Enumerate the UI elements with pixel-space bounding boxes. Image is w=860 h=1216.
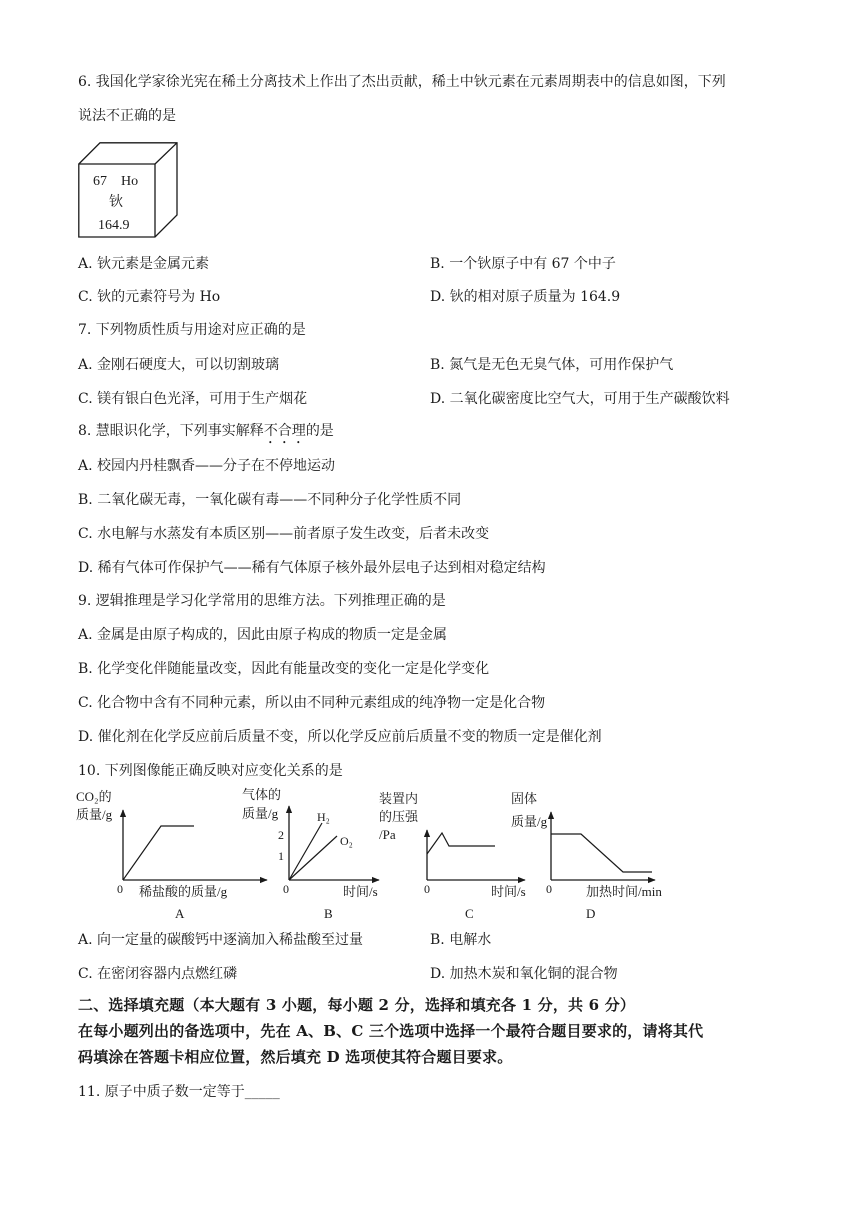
graph-b-h2-line	[289, 823, 322, 880]
graph-a-ylabel-2: 质量/g	[76, 807, 113, 822]
graph-d-xlabel: 加热时间/min	[586, 884, 662, 899]
graph-d-ylabel-2: 质量/g	[511, 814, 548, 829]
graph-a-caption: A	[175, 906, 185, 921]
graph-d-origin: 0	[546, 882, 552, 896]
q9-option-d: D. 催化剂在化学反应前后质量不变，所以化学反应前后质量不变的物质一定是催化剂	[78, 729, 602, 745]
q6-option-c: C. 钬的元素符号为 Ho	[78, 289, 221, 305]
q10-option-a: A. 向一定量的碳酸钙中逐滴加入稀盐酸至过量	[78, 932, 364, 948]
graph-d-caption: D	[586, 906, 596, 921]
graph-b-o2-label: O₂	[340, 834, 353, 848]
graph-b-origin: 0	[283, 882, 289, 896]
graph-a-origin: 0	[117, 882, 123, 896]
q6-option-b: B. 一个钬原子中有 67 个中子	[430, 256, 616, 272]
graph-d-curve	[551, 834, 652, 872]
graph-c-ylabel-3: /Pa	[379, 827, 396, 842]
element-atomic-mass: 164.9	[98, 218, 130, 233]
q9-option-a: A. 金属是由原子构成的，因此由原子构成的物质一定是金属	[78, 627, 448, 643]
graph-b-ylabel-2: 质量/g	[242, 806, 279, 821]
graph-d	[511, 791, 662, 921]
graph-c-ylabel-2: 的压强	[379, 809, 419, 824]
graph-b-ylabel-1: 气体的	[242, 787, 282, 802]
q8-stem-prefix: 8. 慧眼识化学，下列事实解释	[78, 423, 264, 439]
section2-heading: 二、选择填充题（本大题有 3 小题，每小题 2 分，选择和填充各 1 分，共 6 分）	[78, 996, 636, 1014]
q8-stem-suffix: 的是	[305, 423, 334, 439]
q6-stem-line2: 说法不正确的是	[78, 108, 176, 124]
graph-c	[379, 791, 526, 921]
graph-a-xlabel: 稀盐酸的质量/g	[139, 884, 228, 899]
graph-b	[242, 787, 379, 921]
graph-b-o2-line	[289, 836, 337, 880]
q9-option-b: B. 化学变化伴随能量改变，因此有能量改变的变化一定是化学变化	[78, 661, 490, 677]
q10-option-b: B. 电解水	[430, 932, 492, 948]
element-symbol: Ho	[121, 174, 139, 189]
section2-instruction-line2: 码填涂在答题卡相应位置，然后填充 D 选项使其符合题目要求。	[78, 1048, 513, 1066]
graph-b-caption: B	[324, 906, 333, 921]
graph-a-curve	[123, 826, 194, 880]
element-atomic-number: 67	[93, 174, 107, 189]
q8-option-d: D. 稀有气体可作保护气——稀有气体原子核外最外层电子达到相对稳定结构	[78, 560, 546, 576]
q6-option-d: D. 钬的相对原子质量为 164.9	[430, 289, 621, 305]
graph-c-origin: 0	[424, 882, 430, 896]
graph-b-tick-2: 2	[278, 828, 284, 842]
q8-stem	[78, 422, 334, 447]
graph-a	[76, 789, 267, 921]
q8-option-b: B. 二氧化碳无毒，一氧化碳有毒——不同种分子化学性质不同	[78, 492, 462, 508]
graph-c-curve	[427, 833, 495, 854]
graph-b-h2-label: H₂	[317, 810, 330, 824]
q10-stem: 10. 下列图像能正确反映对应变化关系的是	[78, 763, 343, 779]
element-name: 钬	[109, 195, 123, 210]
q11-stem: 11. 原子中质子数一定等于_____	[78, 1084, 280, 1100]
q10-graphs-figure	[70, 782, 710, 924]
q8-stem-emphasis: 不合理	[263, 423, 306, 439]
q7-option-b: B. 氮气是无色无臭气体，可用作保护气	[430, 357, 674, 373]
section2-instruction-line1: 在每小题列出的备选项中，先在 A、B、C 三个选项中选择一个最符合题目要求的，请将其代	[78, 1022, 704, 1040]
q7-option-d: D. 二氧化碳密度比空气大，可用于生产碳酸饮料	[430, 391, 730, 407]
graph-c-caption: C	[465, 906, 474, 921]
graph-c-ylabel-1: 装置内	[379, 791, 419, 806]
q7-option-c: C. 镁有银白色光泽，可用于生产烟花	[78, 391, 308, 407]
element-tile-figure	[78, 142, 182, 242]
q10-option-c: C. 在密闭容器内点燃红磷	[78, 966, 238, 982]
graph-b-tick-1: 1	[278, 849, 284, 863]
q7-stem: 7. 下列物质性质与用途对应正确的是	[78, 322, 306, 338]
q9-option-c: C. 化合物中含有不同种元素，所以由不同种元素组成的纯净物一定是化合物	[78, 695, 546, 711]
q9-stem: 9. 逻辑推理是学习化学常用的思维方法。下列推理正确的是	[78, 593, 446, 609]
q7-option-a: A. 金刚石硬度大，可以切割玻璃	[78, 357, 280, 373]
graph-c-xlabel: 时间/s	[491, 884, 526, 899]
q6-option-a: A. 钬元素是金属元素	[78, 256, 210, 272]
graph-b-xlabel: 时间/s	[343, 884, 378, 899]
q8-option-c: C. 水电解与水蒸发有本质区别——前者原子发生改变，后者未改变	[78, 526, 490, 542]
q6-stem-line1: 6. 我国化学家徐光宪在稀土分离技术上作出了杰出贡献，稀土中钬元素在元素周期表中的信息如图，下列	[78, 74, 726, 90]
graph-d-ylabel-1: 固体	[511, 791, 538, 806]
q10-option-d: D. 加热木炭和氧化铜的混合物	[430, 966, 618, 982]
q8-option-a: A. 校园内丹桂飘香——分子在不停地运动	[78, 458, 336, 474]
graph-a-ylabel-1: CO₂的	[76, 789, 112, 804]
